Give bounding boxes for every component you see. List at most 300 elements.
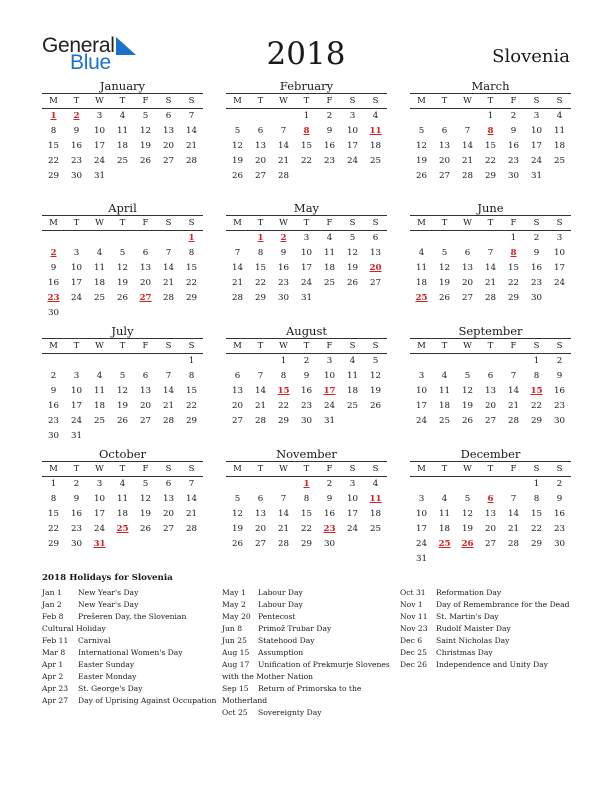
- week-row: [42, 261, 203, 276]
- week-row: [226, 124, 387, 139]
- holiday-day-cell: 31: [93, 539, 106, 549]
- weekday-header: [226, 94, 387, 109]
- day-cell: 13: [139, 263, 152, 273]
- day-cell: 7: [510, 494, 517, 504]
- holiday-day-cell: 8: [487, 126, 494, 136]
- empty-day-cell: [157, 354, 180, 369]
- day-cell: 11: [415, 263, 428, 273]
- weekday-label: T: [303, 341, 310, 351]
- day-cell: 22: [185, 401, 198, 411]
- day-cell: 14: [185, 126, 198, 136]
- holiday-name: St. George's Day: [78, 684, 143, 693]
- day-cell: 17: [553, 263, 566, 273]
- day-cell: 19: [415, 156, 428, 166]
- day-cell: 7: [280, 126, 287, 136]
- day-cell: 30: [553, 539, 566, 549]
- day-cell: 27: [438, 171, 451, 181]
- day-cell: 24: [93, 156, 106, 166]
- day-cell: 21: [507, 524, 520, 534]
- day-cell: 9: [73, 494, 80, 504]
- day-cell: 14: [277, 509, 290, 519]
- empty-day-cell: [479, 477, 502, 492]
- day-cell: 7: [280, 494, 287, 504]
- holiday-name: Day of Remembrance for the Dead: [436, 600, 570, 609]
- weekday-label: T: [487, 341, 494, 351]
- empty-day-cell: [272, 109, 295, 124]
- day-cell: 2: [326, 479, 333, 489]
- week-row: [226, 276, 387, 291]
- day-cell: 8: [50, 126, 57, 136]
- weekday-label: T: [441, 218, 448, 228]
- empty-day-cell: [134, 169, 157, 184]
- day-cell: 15: [300, 509, 313, 519]
- empty-day-cell: [525, 552, 548, 567]
- day-cell: 25: [323, 278, 336, 288]
- day-cell: 29: [254, 293, 267, 303]
- weekday-label: S: [372, 341, 379, 351]
- holiday-date: Apr 27: [42, 696, 69, 705]
- weekday-label: T: [73, 218, 80, 228]
- day-cell: 31: [415, 554, 428, 564]
- week-row: [410, 492, 571, 507]
- holiday-day-cell: 6: [487, 494, 494, 504]
- holiday-item: [42, 587, 220, 599]
- week-row: [42, 306, 203, 321]
- holiday-date: Nov 11: [400, 612, 428, 621]
- day-cell: 15: [185, 263, 198, 273]
- day-cell: 20: [139, 401, 152, 411]
- day-cell: 9: [533, 248, 540, 258]
- weekday-label: W: [95, 96, 104, 106]
- holiday-name: Unification of Prekmurje Slovenes with the Mother Nation: [222, 660, 390, 681]
- weekday-label: S: [188, 341, 195, 351]
- day-cell: 27: [162, 524, 175, 534]
- month-name: July: [111, 324, 134, 338]
- day-cell: 13: [484, 509, 497, 519]
- day-cell: 28: [162, 293, 175, 303]
- day-cell: 10: [300, 248, 313, 258]
- day-cell: 8: [533, 371, 540, 381]
- weekday-label: M: [417, 464, 426, 474]
- weekday-label: S: [556, 464, 563, 474]
- day-cell: 19: [231, 156, 244, 166]
- holiday-item: [42, 659, 220, 671]
- day-cell: 12: [415, 141, 428, 151]
- day-cell: 6: [165, 111, 172, 121]
- empty-day-cell: [134, 537, 157, 552]
- holiday-name: Reformation Day: [436, 588, 502, 597]
- day-cell: 27: [254, 171, 267, 181]
- day-cell: 10: [530, 126, 543, 136]
- empty-day-cell: [433, 231, 456, 246]
- week-row: [410, 109, 571, 124]
- day-cell: 26: [415, 171, 428, 181]
- empty-day-cell: [226, 109, 249, 124]
- weekday-label: F: [142, 96, 149, 106]
- day-cell: 14: [461, 141, 474, 151]
- day-cell: 12: [438, 263, 451, 273]
- weekday-label: S: [188, 218, 195, 228]
- day-cell: 25: [93, 416, 106, 426]
- weekday-label: S: [533, 464, 540, 474]
- day-cell: 23: [70, 156, 83, 166]
- day-cell: 1: [303, 111, 310, 121]
- day-cell: 4: [119, 111, 126, 121]
- holiday-name: Rudolf Maister Day: [436, 624, 511, 633]
- day-cell: 8: [50, 494, 57, 504]
- week-row: [42, 369, 203, 384]
- day-cell: 20: [139, 278, 152, 288]
- holiday-date: Aug 15: [222, 648, 250, 657]
- day-cell: 1: [188, 356, 195, 366]
- weekday-label: S: [372, 464, 379, 474]
- day-cell: 14: [231, 263, 244, 273]
- week-row: [42, 429, 203, 444]
- day-cell: 18: [415, 278, 428, 288]
- holiday-name: Pentecost: [258, 612, 296, 621]
- week-row: [42, 124, 203, 139]
- week-row: [410, 354, 571, 369]
- week-row: [42, 291, 203, 306]
- day-cell: 16: [553, 509, 566, 519]
- week-row: [226, 369, 387, 384]
- day-cell: 17: [346, 509, 359, 519]
- week-row: [42, 276, 203, 291]
- day-cell: 21: [185, 141, 198, 151]
- day-cell: 19: [139, 509, 152, 519]
- holiday-day-cell: 8: [510, 248, 517, 258]
- day-cell: 6: [165, 479, 172, 489]
- holiday-name: Easter Monday: [78, 672, 137, 681]
- page-title-year: 2018: [266, 36, 346, 72]
- weekday-label: W: [463, 341, 472, 351]
- day-cell: 4: [326, 233, 333, 243]
- day-cell: 15: [47, 141, 60, 151]
- weekday-header: [226, 462, 387, 477]
- weekday-label: S: [556, 341, 563, 351]
- day-cell: 10: [415, 386, 428, 396]
- weekday-label: T: [487, 96, 494, 106]
- week-row: [42, 139, 203, 154]
- day-cell: 22: [47, 524, 60, 534]
- weekday-header: [410, 339, 571, 354]
- holiday-name: St. Martin's Day: [436, 612, 499, 621]
- week-row: [42, 109, 203, 124]
- day-cell: 25: [369, 524, 382, 534]
- day-cell: 28: [507, 416, 520, 426]
- week-row: [410, 291, 571, 306]
- day-cell: 9: [556, 371, 563, 381]
- day-cell: 12: [346, 248, 359, 258]
- holiday-name: Saint Nicholas Day: [436, 636, 510, 645]
- day-cell: 11: [438, 509, 451, 519]
- month-table: [42, 93, 203, 184]
- day-cell: 3: [303, 233, 310, 243]
- empty-day-cell: [456, 109, 479, 124]
- day-cell: 2: [326, 111, 333, 121]
- day-cell: 3: [349, 479, 356, 489]
- weekday-label: F: [142, 341, 149, 351]
- empty-day-cell: [111, 169, 134, 184]
- day-cell: 30: [70, 171, 83, 181]
- weekday-label: T: [119, 464, 126, 474]
- day-cell: 24: [415, 416, 428, 426]
- day-cell: 4: [372, 111, 379, 121]
- empty-day-cell: [134, 306, 157, 321]
- day-cell: 10: [553, 248, 566, 258]
- week-row: [226, 109, 387, 124]
- week-row: [410, 261, 571, 276]
- day-cell: 8: [303, 494, 310, 504]
- empty-day-cell: [410, 477, 433, 492]
- week-row: [226, 169, 387, 184]
- month-february: [226, 79, 387, 184]
- day-cell: 14: [277, 141, 290, 151]
- day-cell: 10: [93, 494, 106, 504]
- day-cell: 1: [487, 111, 494, 121]
- day-cell: 15: [47, 509, 60, 519]
- day-cell: 17: [70, 401, 83, 411]
- day-cell: 5: [119, 371, 126, 381]
- week-row: [42, 507, 203, 522]
- day-cell: 30: [530, 293, 543, 303]
- week-row: [410, 231, 571, 246]
- empty-day-cell: [65, 354, 88, 369]
- day-cell: 24: [346, 524, 359, 534]
- holiday-day-cell: 25: [438, 539, 451, 549]
- day-cell: 7: [464, 126, 471, 136]
- holiday-date: Feb 11: [42, 636, 69, 645]
- holiday-name: Statehood Day: [258, 636, 315, 645]
- day-cell: 5: [441, 248, 448, 258]
- month-april: [42, 201, 203, 321]
- week-row: [410, 154, 571, 169]
- day-cell: 23: [70, 524, 83, 534]
- day-cell: 27: [484, 539, 497, 549]
- month-table: [410, 461, 571, 567]
- day-cell: 19: [346, 263, 359, 273]
- empty-day-cell: [548, 169, 571, 184]
- holiday-date: Apr 1: [42, 660, 64, 669]
- holiday-day-cell: 2: [280, 233, 287, 243]
- week-row: [42, 169, 203, 184]
- week-row: [42, 384, 203, 399]
- day-cell: 27: [484, 416, 497, 426]
- holiday-date: Nov 23: [400, 624, 428, 633]
- empty-day-cell: [272, 477, 295, 492]
- day-cell: 10: [70, 263, 83, 273]
- day-cell: 7: [487, 248, 494, 258]
- day-cell: 15: [530, 509, 543, 519]
- day-cell: 3: [349, 111, 356, 121]
- empty-day-cell: [157, 231, 180, 246]
- month-name: November: [276, 447, 337, 461]
- day-cell: 29: [484, 171, 497, 181]
- day-cell: 5: [372, 356, 379, 366]
- day-cell: 1: [50, 479, 57, 489]
- day-cell: 15: [185, 386, 198, 396]
- empty-day-cell: [433, 552, 456, 567]
- day-cell: 23: [47, 416, 60, 426]
- weekday-label: S: [165, 341, 172, 351]
- holiday-date: Dec 26: [400, 660, 427, 669]
- holiday-item: [222, 623, 400, 635]
- day-cell: 9: [50, 386, 57, 396]
- day-cell: 5: [142, 479, 149, 489]
- day-cell: 7: [188, 479, 195, 489]
- weekday-label: W: [463, 464, 472, 474]
- day-cell: 13: [231, 386, 244, 396]
- weekday-label: F: [510, 341, 517, 351]
- month-june: [410, 201, 571, 306]
- day-cell: 11: [323, 248, 336, 258]
- day-cell: 7: [165, 371, 172, 381]
- month-table: [42, 461, 203, 552]
- weekday-label: T: [441, 341, 448, 351]
- day-cell: 16: [323, 509, 336, 519]
- day-cell: 16: [530, 263, 543, 273]
- empty-day-cell: [111, 537, 134, 552]
- month-table: [226, 215, 387, 306]
- empty-day-cell: [111, 354, 134, 369]
- holiday-name: International Women's Day: [78, 648, 183, 657]
- week-row: [42, 399, 203, 414]
- day-cell: 4: [96, 248, 103, 258]
- day-cell: 2: [556, 479, 563, 489]
- day-cell: 18: [438, 401, 451, 411]
- day-cell: 30: [300, 416, 313, 426]
- week-row: [410, 507, 571, 522]
- month-table: [226, 93, 387, 184]
- day-cell: 12: [139, 494, 152, 504]
- weekday-label: F: [326, 341, 333, 351]
- day-cell: 6: [257, 494, 264, 504]
- day-cell: 31: [300, 293, 313, 303]
- day-cell: 17: [415, 401, 428, 411]
- day-cell: 24: [70, 293, 83, 303]
- empty-day-cell: [318, 169, 341, 184]
- week-row: [410, 414, 571, 429]
- weekday-label: T: [487, 464, 494, 474]
- day-cell: 1: [533, 356, 540, 366]
- day-cell: 29: [507, 293, 520, 303]
- day-cell: 9: [510, 126, 517, 136]
- day-cell: 23: [553, 401, 566, 411]
- empty-day-cell: [157, 537, 180, 552]
- day-cell: 19: [461, 524, 474, 534]
- empty-day-cell: [364, 169, 387, 184]
- logo-text-blue: Blue: [70, 51, 111, 74]
- day-cell: 24: [415, 539, 428, 549]
- week-row: [42, 537, 203, 552]
- day-cell: 3: [96, 479, 103, 489]
- day-cell: 12: [461, 509, 474, 519]
- day-cell: 18: [553, 141, 566, 151]
- weekday-label: S: [556, 218, 563, 228]
- day-cell: 21: [231, 278, 244, 288]
- logo-text-general: General: [42, 34, 115, 57]
- holiday-item: [400, 587, 578, 599]
- empty-day-cell: [548, 552, 571, 567]
- day-cell: 5: [234, 494, 241, 504]
- day-cell: 29: [47, 539, 60, 549]
- weekday-header: [42, 94, 203, 109]
- holiday-name: Carnival: [78, 636, 111, 645]
- holiday-item: [400, 611, 578, 623]
- week-row: [226, 261, 387, 276]
- day-cell: 9: [326, 494, 333, 504]
- empty-day-cell: [88, 306, 111, 321]
- day-cell: 19: [369, 386, 382, 396]
- empty-day-cell: [364, 414, 387, 429]
- day-cell: 11: [346, 371, 359, 381]
- day-cell: 25: [346, 401, 359, 411]
- empty-day-cell: [157, 169, 180, 184]
- empty-day-cell: [502, 354, 525, 369]
- day-cell: 26: [346, 278, 359, 288]
- empty-day-cell: [180, 429, 203, 444]
- weekday-label: T: [119, 218, 126, 228]
- day-cell: 14: [507, 386, 520, 396]
- day-cell: 31: [70, 431, 83, 441]
- day-cell: 10: [415, 509, 428, 519]
- holiday-column: [222, 587, 400, 719]
- holiday-day-cell: 15: [530, 386, 543, 396]
- day-cell: 3: [73, 248, 80, 258]
- empty-day-cell: [456, 477, 479, 492]
- empty-day-cell: [180, 306, 203, 321]
- day-cell: 30: [70, 539, 83, 549]
- holiday-name: Assumption: [258, 648, 304, 657]
- day-cell: 2: [73, 479, 80, 489]
- day-cell: 28: [277, 171, 290, 181]
- day-cell: 24: [530, 156, 543, 166]
- week-row: [410, 399, 571, 414]
- day-cell: 19: [116, 278, 129, 288]
- empty-day-cell: [88, 354, 111, 369]
- day-cell: 12: [139, 126, 152, 136]
- day-cell: 26: [139, 524, 152, 534]
- day-cell: 6: [464, 248, 471, 258]
- holiday-item: [222, 587, 400, 599]
- day-cell: 16: [300, 386, 313, 396]
- day-cell: 9: [303, 371, 310, 381]
- day-cell: 12: [369, 371, 382, 381]
- weekday-label: M: [417, 218, 426, 228]
- holiday-name: Primož Trubar Day: [258, 624, 332, 633]
- empty-day-cell: [65, 231, 88, 246]
- holiday-day-cell: 25: [415, 293, 428, 303]
- day-cell: 25: [369, 156, 382, 166]
- day-cell: 19: [438, 278, 451, 288]
- day-cell: 11: [116, 126, 129, 136]
- week-row: [226, 291, 387, 306]
- weekday-label: M: [233, 464, 242, 474]
- day-cell: 16: [70, 509, 83, 519]
- weekday-label: S: [165, 464, 172, 474]
- weekday-label: M: [49, 218, 58, 228]
- holiday-date: Feb 8: [42, 612, 64, 621]
- weekday-label: T: [73, 464, 80, 474]
- day-cell: 9: [280, 248, 287, 258]
- holiday-name: Return of Primorska to the Motherland: [222, 684, 362, 705]
- day-cell: 23: [323, 156, 336, 166]
- day-cell: 2: [533, 233, 540, 243]
- day-cell: 16: [70, 141, 83, 151]
- day-cell: 14: [185, 494, 198, 504]
- holiday-item: [222, 611, 400, 623]
- weekday-label: W: [95, 341, 104, 351]
